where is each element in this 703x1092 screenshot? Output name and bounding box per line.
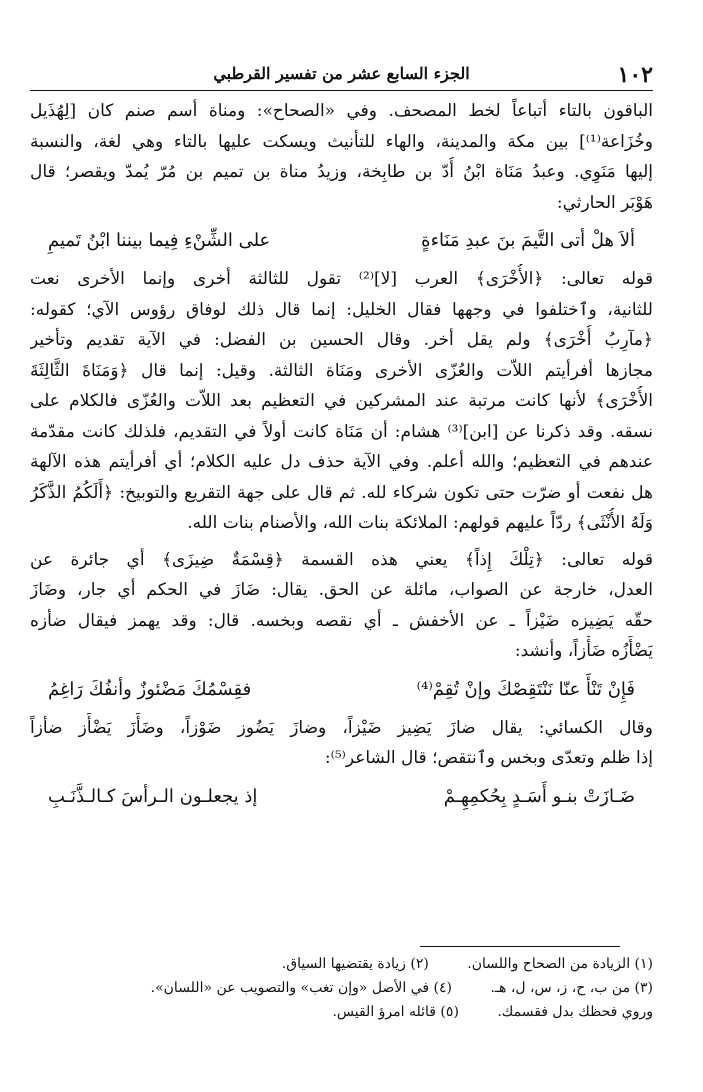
verse-second-hemistich: على الشِّنْءِ فِيما بيننا ابْنُ تَميمِ (48, 230, 271, 251)
text-line: وقال الكسائي: يقال ضازَ يَضِيز ضَيْزاً، وضازَ يَضُوز ضَوْزاً، وضَأَزَ يَضْأَز ضأزاً (30, 717, 653, 738)
verse-second-hemistich: إذ يجعلـون الـرأسَ كـالـذَّنَـبِ (48, 785, 258, 807)
poetry-verse (30, 667, 653, 713)
text-line: نسقه. وقد ذكرنا عن [ابن]⁽³⁾ هشام: أن مَنَاة كانت أولاً في التقديم، فلذلك كانت مقدّمة (30, 421, 653, 442)
text-line: الأُخْرَى﴾ لأنها كانت مرتبة عند المشركين في التعظيم بعد اللاّت والعُزّى فالكلام على (30, 391, 653, 411)
verse-first-hemistich: ألاَ هلْ أتى التَّيمَ بنَ عبدِ مَنَاءةٍ (421, 230, 635, 251)
footnote: (٢) زيادة يقتضيها السياق. (281, 956, 429, 972)
text-line: عندهم في التعظيم؛ والله أعلم. وفي الآية حذف دل عليه الكلام؛ أي أفرأيتم هذه الآلهة (30, 452, 653, 472)
footnote-line (30, 976, 653, 1000)
text-line: الباقون بالتاء أتباعاً لخط المصحف. وفي «الصحاح»: ومناة أسم صنم كان [لِهُذَيل (30, 101, 653, 121)
verse-second-hemistich: فقِسْمُكَ مَضْئوزٌ وأنفُكَ رَاغِمُ (48, 678, 252, 700)
text-line: إليها مَنَوِي. وعبدُ مَنَاة ابْنُ أُدّ بن طابِخة، وزيدُ مناة بن تميم بن مُرّ يُمدّ ويقصر؛ قال (30, 162, 653, 182)
text-line: مجازها أفرأيتم اللاّت والعُزّى الأخرى ومَنَاة الثالثة. وقيل: إنما قال ﴿وَمَنَاةَ الثَّالِثَةَ (30, 360, 653, 381)
text-line: حقّه يَضِيزه ضَيْزاً ـ عن الأخفش ـ أي نقصه وبخسه. قال: وقد يهمز فيقال ضأزه (30, 610, 653, 631)
text-line: قوله تعالى: ﴿الأُخْرَى﴾ العرب [لا]⁽²⁾ تقول للثالثة أخرى وإنما الأخرى نعت (30, 269, 653, 289)
text-line: إذا ظلم وتعدّى وبخس وٱنتقص؛ قال الشاعر⁽⁵⁾: (324, 748, 653, 768)
footnote: وروي فحظك بدل فقسمك. (497, 1004, 653, 1020)
text-line: هل نفعت أو ضرّت حتى تكون شركاء لله. ثم قال على جهة التقريع والتوبيخ: ﴿أَلَكُمُ الذَّكَرُ (30, 482, 653, 503)
footnote: (٥) قائله امرؤ القيس. (332, 1004, 459, 1020)
running-title: الجزء السابع عشر من تفسير القرطبي (213, 64, 470, 83)
text-line: للثانية، وٱختلفوا في وجهها فقال الخليل: إنما قال ذلك لوفاق رؤوس الآي؛ كقوله: (30, 299, 653, 320)
text-line: ﴿مآرِبُ أُخْرَى﴾ ولم يقل أخر. وقال الحسين بن الفضل: في الآية تقديم وتأخير (30, 330, 653, 350)
text-line: العدل، خارجة عن الصواب، مائلة عن الحق. يقال: ضَازَ في الحكم أي جار، وضَازَ (30, 580, 653, 600)
page-number: ١٠٢ (617, 62, 653, 88)
footnote: (٤) في الأصل «وإن تغب» والتصويب عن «اللسان». (150, 980, 452, 996)
footnotes (30, 952, 653, 1024)
footnote-line (30, 1000, 653, 1024)
poetry-verse (30, 774, 653, 820)
poetry-verse (30, 218, 653, 264)
verse-first-hemistich: ضَـازَتْ بنـو أَسَـدٍ بِحُكمِهِـمْ (443, 785, 635, 807)
text-line: وَلَهُ الأُنْثَى﴾ ردّاً عليهم قولهم: الملائكة بنات الله، والأصنام بنات الله. (187, 513, 653, 533)
text-line: يَضْأَزُه ضَأْزاً، وأنشد: (514, 641, 653, 661)
main-text (30, 96, 653, 820)
footnote-separator (420, 946, 620, 947)
text-line: وخُزَاعة⁽¹⁾] بين مكة والمدينة، والهاء للتأنيث ويسكت عليها بالتاء وهي لغة، والنسبة (30, 131, 653, 152)
text-line: قوله تعالى: ﴿تِلْكَ إِذاً﴾ يعني هذه القسمة ﴿قِسْمَةٌ ضِيزَى﴾ أي جائرة عن (30, 549, 653, 570)
footnote: (١) الزيادة من الصحاح واللسان. (467, 956, 653, 972)
text-line: هَوْبَر الحارثي: (556, 192, 653, 213)
verse-first-hemistich: فَإِنْ تَنْأَ عنّا نَنْتَقِصْكَ وإنْ تُقِمْ⁽⁴⁾ (416, 678, 635, 700)
footnote: (٣) من ب، ح، ز، س، ل، هـ. (490, 980, 653, 996)
footnote-line (30, 952, 653, 976)
page-header (30, 60, 653, 91)
